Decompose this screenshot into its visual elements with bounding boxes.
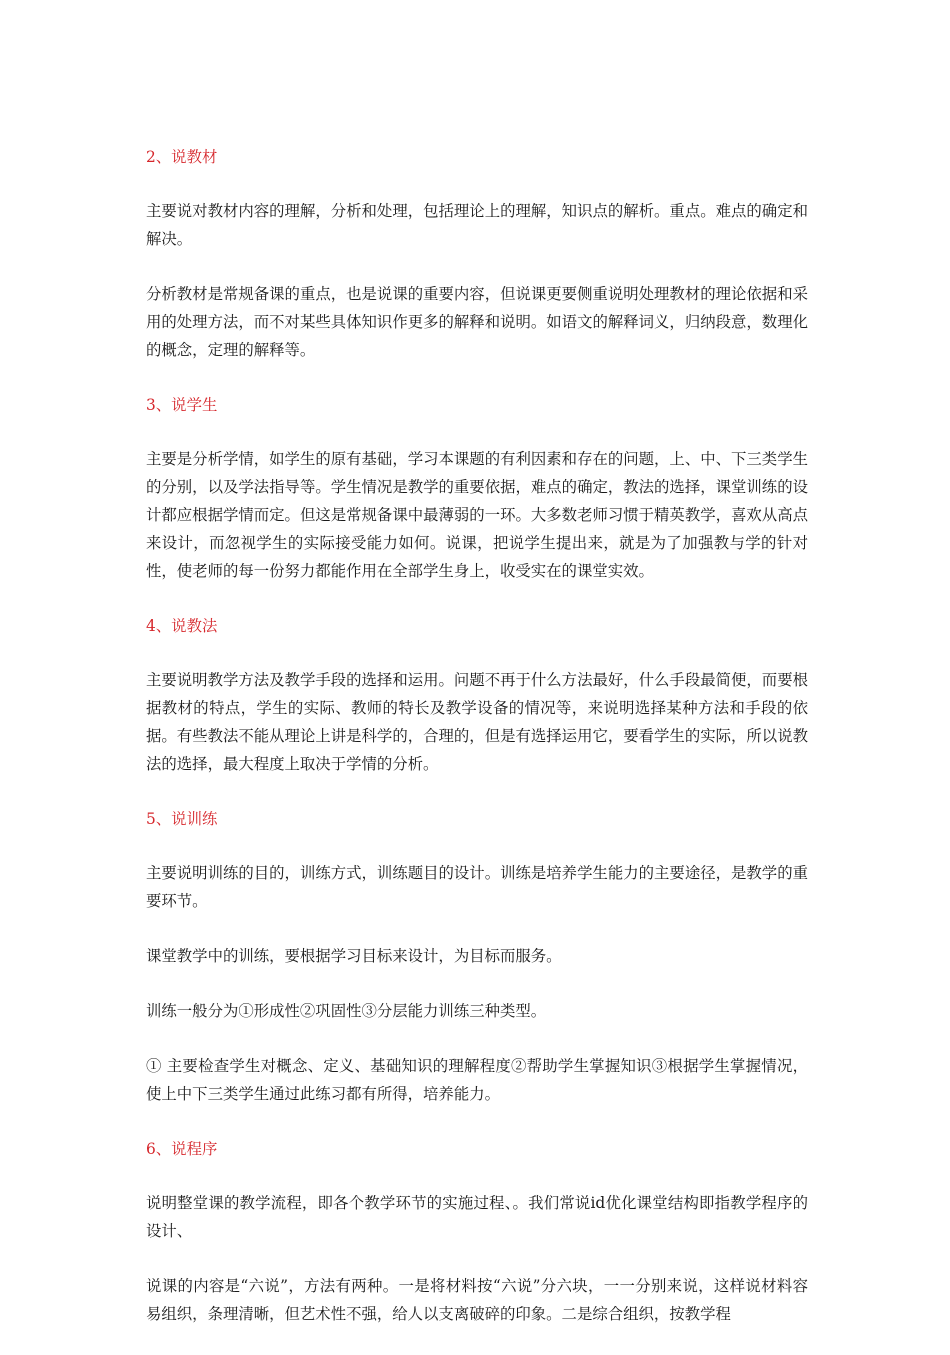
section-heading: 4、说教法 <box>146 617 218 635</box>
paragraph: ① 主要检查学生对概念、定义、基础知识的理解程度②帮助学生掌握知识③根据学生掌握情况，使上中下三类学生通过此练习都有所得，培养能力。 <box>146 1057 808 1103</box>
section-4-methods <box>146 612 808 778</box>
paragraph: 说课的内容是“六说”，方法有两种。一是将材料按“六说”分六块，一一分别来说，这样说材料容易组织，条理清晰，但艺术性不强，给人以支离破碎的印象。二是综合组织，按教学程 <box>146 1277 808 1323</box>
paragraph: 分析教材是常规备课的重点，也是说课的重要内容，但说课更要侧重说明处理教材的理论依据和采用的处理方法，而不对某些具体知识作更多的解释和说明。如语文的解释词义，归纳段意，数理化的概念，定理的解释等。 <box>146 285 808 359</box>
section-3-students <box>146 391 808 585</box>
section-heading: 6、说程序 <box>146 1140 218 1158</box>
section-5-training <box>146 805 808 1108</box>
section-heading: 3、说学生 <box>146 396 218 414</box>
paragraph: 训练一般分为①形成性②巩固性③分层能力训练三种类型。 <box>146 1002 547 1020</box>
section-2-textbook <box>146 143 808 364</box>
section-6-procedure <box>146 1135 808 1328</box>
paragraph: 说明整堂课的教学流程，即各个教学环节的实施过程、。我们常说id优化课堂结构即指教学程序的设计、 <box>146 1194 808 1240</box>
section-heading: 2、说教材 <box>146 148 218 166</box>
paragraph: 主要是分析学情，如学生的原有基础，学习本课题的有利因素和存在的问题，上、中、下三类学生的分别，以及学法指导等。学生情况是教学的重要依据，难点的确定，教法的选择，课堂训练的设计都应根据学情而定。但这是常规备课中最薄弱的一环。大多数老师习惯于精英教学，喜欢从高点来设计，而忽视学生的实际接受能力如何。说课，把说学生提出来，就是为了加强教与学的针对性，使老师的每一份努力都能作用在全部学生身上，收受实在的课堂实效。 <box>146 450 808 580</box>
paragraph: 主要说对教材内容的理解，分析和处理，包括理论上的理解，知识点的解析。重点。难点的确定和解决。 <box>146 202 808 248</box>
document-page <box>146 143 808 1355</box>
paragraph: 课堂教学中的训练，要根据学习目标来设计，为目标而服务。 <box>146 947 562 965</box>
paragraph: 主要说明教学方法及教学手段的选择和运用。问题不再于什么方法最好，什么手段最简便，而要根据教材的特点，学生的实际、教师的特长及教学设备的情况等，来说明选择某种方法和手段的依据。有些教法不能从理论上讲是科学的，合理的，但是有选择运用它，要看学生的实际，所以说教法的选择，最大程度上取决于学情的分析。 <box>146 671 808 773</box>
section-heading: 5、说训练 <box>146 810 218 828</box>
paragraph: 主要说明训练的目的，训练方式，训练题目的设计。训练是培养学生能力的主要途径，是教学的重要环节。 <box>146 864 808 910</box>
